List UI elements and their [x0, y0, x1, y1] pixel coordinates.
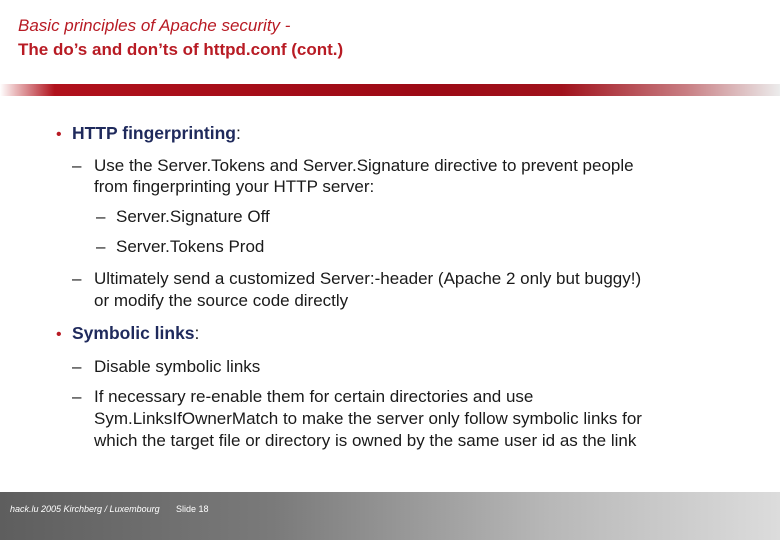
- bullet-symbolic-links: [56, 322, 199, 346]
- bullet-colon: :: [235, 123, 241, 143]
- bullet-colon: :: [194, 323, 200, 343]
- sub-bullet-text: Ultimately send a customized Server:-header (Apache 2 only but buggy!): [94, 269, 642, 288]
- slide-title-line1: Basic principles of Apache security -: [18, 16, 291, 35]
- sub-sub-bullet-text: Server.Signature Off: [116, 207, 270, 226]
- sub-sub-bullet: [96, 236, 264, 258]
- bullet-http-fingerprinting: [56, 122, 241, 146]
- slide-title-line2: The do’s and don’ts of httpd.conf (cont.): [18, 40, 344, 59]
- sub-bullet: [72, 386, 533, 408]
- dash-icon: –: [72, 156, 82, 175]
- bullet-icon: •: [56, 126, 62, 143]
- slide-footer: [0, 492, 780, 540]
- dash-icon: –: [72, 269, 82, 288]
- dash-icon: –: [96, 207, 106, 226]
- bullet-icon: •: [56, 326, 62, 343]
- sub-bullet-continuation: which the target file or directory is owned by the same user id as the link: [94, 431, 637, 450]
- dash-icon: –: [72, 357, 82, 376]
- sub-bullet-continuation: or modify the source code directly: [94, 291, 349, 310]
- sub-bullet-text: Disable symbolic links: [94, 357, 261, 376]
- sub-sub-bullet: [96, 206, 270, 228]
- sub-bullet-continuation: from fingerprinting your HTTP server:: [94, 177, 375, 196]
- sub-sub-bullet-text: Server.Tokens Prod: [116, 237, 265, 256]
- footer-text: hack.lu 2005 Kirchberg / Luxembourg: [10, 504, 160, 514]
- bullet-keyword: Symbolic links: [72, 323, 195, 343]
- sub-bullet: [72, 356, 260, 378]
- slide-number: Slide 18: [176, 504, 209, 514]
- dash-icon: –: [72, 387, 82, 406]
- sub-bullet: [72, 268, 641, 290]
- sub-bullet-text: Use the Server.Tokens and Server.Signature directive to prevent people: [94, 156, 634, 175]
- sub-bullet-continuation: Sym.LinksIfOwnerMatch to make the server only follow symbolic links for: [94, 409, 642, 428]
- sub-bullet: [72, 155, 634, 177]
- bullet-keyword: HTTP fingerprinting: [72, 123, 236, 143]
- dash-icon: –: [96, 237, 106, 256]
- sub-bullet-text: If necessary re-enable them for certain directories and use: [94, 387, 534, 406]
